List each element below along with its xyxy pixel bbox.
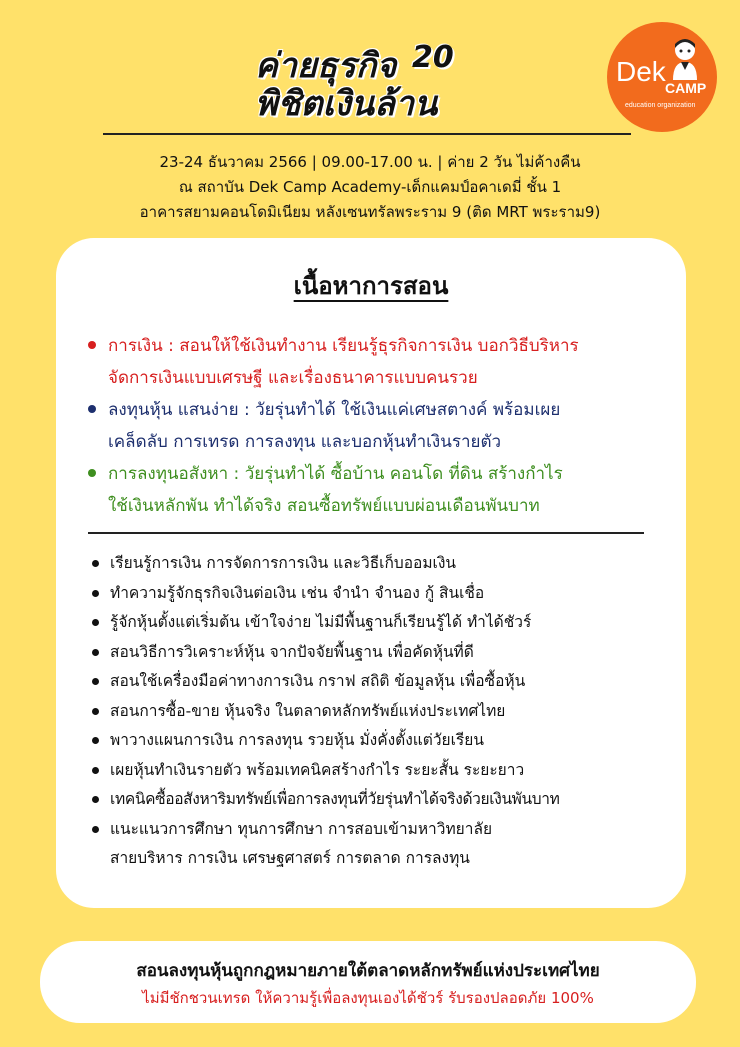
bullet-icon [92,708,99,715]
topic-item: เผยหุ้นทำเงินรายตัว พร้อมเทคนิคสร้างกำไร ระยะสั้น ระยะยาว [90,756,680,786]
footer-subline: ไม่มีชักชวนเทรด ให้ความรู้เพื่อลงทุนเองได้ชัวร์ รับรองปลอดภัย 100% [142,989,594,1007]
topic-item: ทำความรู้จักธุรกิจเงินต่อเงิน เช่น จำนำ จำนอง กู้ สินเชื่อ [90,579,680,609]
bullet-icon [92,560,99,567]
card-divider [88,532,644,534]
highlight-finance: การเงิน : สอนให้ใช้เงินทำงาน เรียนรู้ธุรกิจการเงิน บอกวิธีบริหาร จัดการเงินแบบเศรษฐี และเรื่องธนาคารแบบคนรวย [88,330,678,394]
bullet-icon [92,796,99,803]
highlight-list [88,330,678,522]
content-card [56,238,686,908]
bullet-icon [92,826,99,833]
topic-item: เทคนิคซื้ออสังหาริมทรัพย์เพื่อการลงทุนที่วัยรุ่นทำได้จริงด้วยเงินพันบาท [90,785,680,815]
bullet-icon [92,767,99,774]
topic-item: สอนใช้เครื่องมือค่าทางการเงิน กราฟ สถิติ ข้อมูลหุ้น เพื่อซื้อหุ้น [90,667,680,697]
topic-list [90,549,680,874]
footer-banner [40,941,696,1023]
bullet-icon [92,737,99,744]
bullet-icon [92,678,99,685]
topic-item: สอนการซื้อ-ขาย หุ้นจริง ในตลาดหลักทรัพย์แห่งประเทศไทย [90,697,680,727]
topic-item: เรียนรู้การเงิน การจัดการการเงิน และวิธีเก็บออมเงิน [90,549,680,579]
bullet-icon [88,469,96,477]
bullet-icon [92,590,99,597]
dekcamp-logo [607,22,717,132]
logo-camp-text: CAMP [665,80,707,96]
camp-title-logo [255,38,485,124]
bullet-icon [88,341,96,349]
footer-headline: สอนลงทุนหุ้นถูกกฎหมายภายใต้ตลาดหลักทรัพย์แห่งประเทศไทย [136,961,600,981]
logo-org-text: education organization [625,102,696,109]
highlight-realestate: การลงทุนอสังหา : วัยรุ่นทำได้ ซื้อบ้าน คอนโด ที่ดิน สร้างกำไร ใช้เงินหลักพัน ทำได้จริง สอนซื้อทรัพย์แบบผ่อนเดือนพันบาท [88,458,678,522]
topic-item: พาวางแผนการเงิน การลงทุน รวยหุ้น มั่งคั่งตั้งแต่วัยเรียน [90,726,680,756]
top-divider [103,133,631,135]
title-number: 20 [412,40,454,75]
topic-item: รู้จักหุ้นตั้งแต่เริ่มต้น เข้าใจง่าย ไม่มีพื้นฐานก็เรียนรู้ได้ ทำได้ชัวร์ [90,608,680,638]
highlight-stocks: ลงทุนหุ้น แสนง่าย : วัยรุ่นทำได้ ใช้เงินแค่เศษสตางค์ พร้อมเผย เคล็ดลับ การเทรด การลงทุน และบอกหุ้นทำเงินรายตัว [88,394,678,458]
event-info [60,150,680,225]
title-line-1: ค่ายธุรกิจ [255,46,397,86]
bullet-icon [88,405,96,413]
logo-dek-text: Dek [616,56,666,87]
event-venue: ณ สถาบัน Dek Camp Academy-เด็กแคมป์อคาเดมี่ ชั้น 1 [178,178,562,196]
event-date-time: 23-24 ธันวาคม 2566 | 09.00-17.00 น. | ค่าย 2 วัน ไม่ค้างคืน [159,153,581,171]
event-address: อาคารสยามคอนโดมิเนียม หลังเซนทรัลพระราม 9 (ติด MRT พระราม9) [139,203,601,221]
bullet-icon [92,619,99,626]
mascot-icon [667,36,703,80]
topic-item: แนะแนวการศึกษา ทุนการศึกษา การสอบเข้ามหาวิทยาลัย สายบริหาร การเงิน เศรษฐศาสตร์ การตลาด การลงทุน [90,815,680,874]
topic-item: สอนวิธีการวิเคราะห์หุ้น จากปัจจัยพื้นฐาน เพื่อคัดหุ้นที่ดี [90,638,680,668]
bullet-icon [92,649,99,656]
title-line-2: พิชิตเงินล้าน [255,84,438,124]
card-title: เนื้อหาการสอน [293,272,449,300]
